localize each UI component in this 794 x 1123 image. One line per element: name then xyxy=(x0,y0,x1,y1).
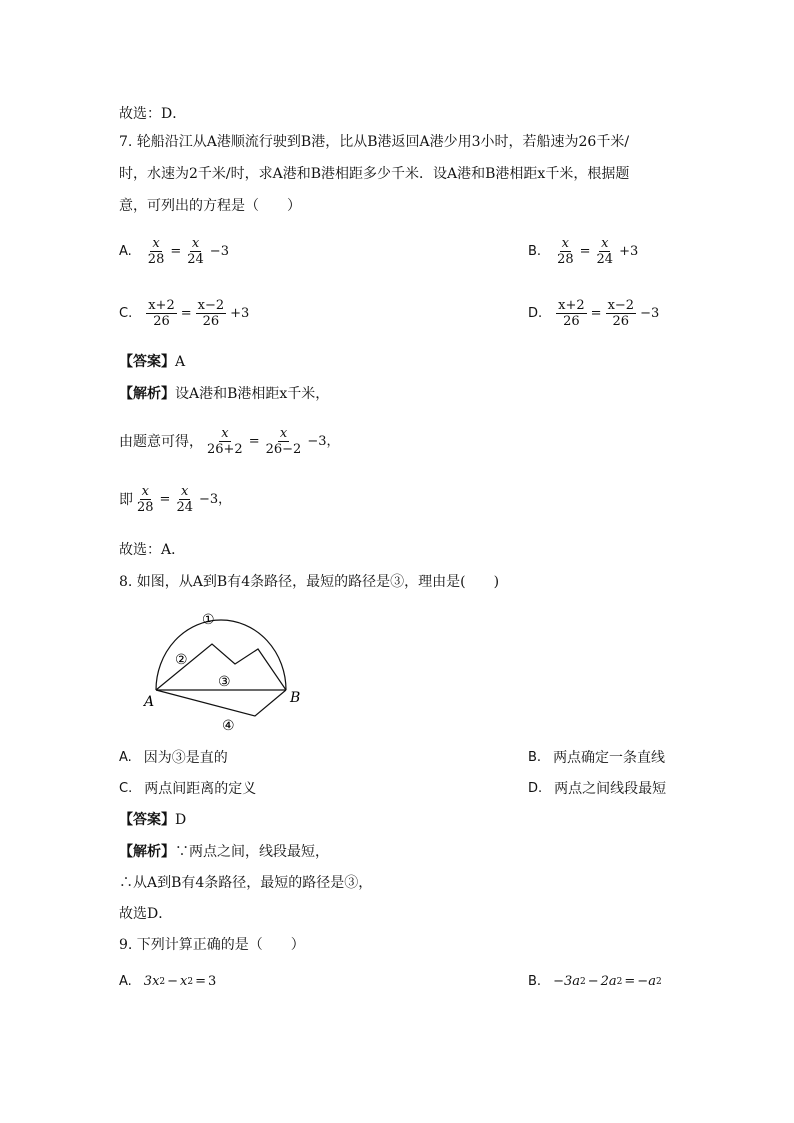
answer-value: A xyxy=(175,354,186,370)
analysis-label: 【解析】 xyxy=(119,386,175,402)
q7-stem-line-3: 意，可列出的方程是（ ） xyxy=(119,198,301,214)
q7-derivation xyxy=(119,426,342,457)
path-4-lower xyxy=(156,690,286,716)
analysis-text: ∵两点之间，线段最短， xyxy=(175,844,329,860)
q8-analysis xyxy=(119,842,329,862)
q7-option-c[interactable] xyxy=(119,298,251,329)
q9-option-b[interactable] xyxy=(528,972,662,992)
q8-option-a[interactable] xyxy=(119,748,228,768)
option-letter: A. xyxy=(119,974,132,989)
simplified-prefix: 即 xyxy=(119,491,133,508)
q8-option-c[interactable] xyxy=(119,779,256,799)
q8-option-b[interactable] xyxy=(528,748,665,768)
q8-option-d[interactable] xyxy=(528,779,666,799)
q9-stem: 9. 下列计算正确的是（ ） xyxy=(119,937,305,953)
expression: 3x 2 − x 2 = 3 xyxy=(143,974,217,989)
q7-analysis xyxy=(119,384,329,404)
q8-conclusion: 故选D． xyxy=(119,906,173,922)
equation: $\frac{x}{28}$ = $\frac{x}{24}$ +3 xyxy=(557,236,639,267)
q8-answer xyxy=(119,810,186,830)
option-letter: C. xyxy=(119,781,133,796)
analysis-text: 设A港和B港相距x千米， xyxy=(175,386,330,402)
simplified-equation: $\frac{x}{28}$ = $\frac{x}{24}$ −3， xyxy=(137,484,232,515)
option-letter: B. xyxy=(528,243,542,259)
q7-stem-line-2: 时，水速为2千米/时，求A港和B港相距多少千米．设A港和B港相距x千米，根据题 xyxy=(119,166,630,182)
equation: $\frac{x+2}{26}$ = $\frac{x-2}{26}$ −3 xyxy=(558,298,660,329)
derivation-equation: $\frac{x}{26+2}$ = $\frac{x}{26-2}$ −3， xyxy=(207,426,340,457)
label-path-4: ④ xyxy=(222,718,235,734)
q7-option-d[interactable] xyxy=(528,298,661,329)
q7-stem-line-1: 7. 轮船沿江从A港顺流行驶到B港，比从B港返回A港少用3小时，若船速为26千米/ xyxy=(119,134,630,150)
answer-label: 【答案】 xyxy=(119,354,175,370)
label-point-a: A xyxy=(144,694,155,710)
option-letter: C. xyxy=(119,305,133,321)
q7-conclusion: 故选：A． xyxy=(119,542,186,558)
analysis-label: 【解析】 xyxy=(119,844,175,860)
option-letter: B. xyxy=(528,750,542,765)
expression: −3a 2 − 2a 2 = −a 2 xyxy=(553,974,662,989)
derivation-prefix: 由题意可得， xyxy=(119,433,203,450)
answer-label: 【答案】 xyxy=(119,812,175,828)
q8-analysis-line-2: ∴从A到B有4条路径，最短的路径是③， xyxy=(119,875,373,891)
q8-stem: 8. 如图，从A到B有4条路径，最短的路径是③，理由是( ) xyxy=(119,574,500,590)
option-letter: B. xyxy=(528,974,542,989)
equation: $\frac{x}{28}$ = $\frac{x}{24}$ −3 xyxy=(147,236,229,267)
q7-answer xyxy=(119,352,185,372)
option-text: 两点确定一条直线 xyxy=(553,750,666,766)
option-text: 两点之间线段最短 xyxy=(554,781,667,797)
option-text: 因为③是直的 xyxy=(143,750,228,766)
q9-option-a[interactable] xyxy=(119,972,216,992)
q7-option-a[interactable] xyxy=(119,236,231,267)
previous-answer-conclusion: 故选：D． xyxy=(119,106,187,122)
q8-path-figure xyxy=(140,604,310,734)
equation: $\frac{x+2}{26}$ = $\frac{x-2}{26}$ +3 xyxy=(148,298,250,329)
q7-option-b[interactable] xyxy=(528,236,640,267)
q7-simplified xyxy=(119,484,233,515)
label-path-2: ② xyxy=(175,652,188,668)
answer-value: D xyxy=(175,812,187,828)
option-letter: D. xyxy=(528,305,543,321)
option-text: 两点间距离的定义 xyxy=(144,781,257,797)
label-path-3: ③ xyxy=(218,674,231,690)
label-point-b: B xyxy=(290,690,301,706)
option-letter: D. xyxy=(528,781,543,796)
label-path-1: ① xyxy=(202,612,215,628)
option-letter: A. xyxy=(119,243,132,259)
option-letter: A. xyxy=(119,750,132,765)
